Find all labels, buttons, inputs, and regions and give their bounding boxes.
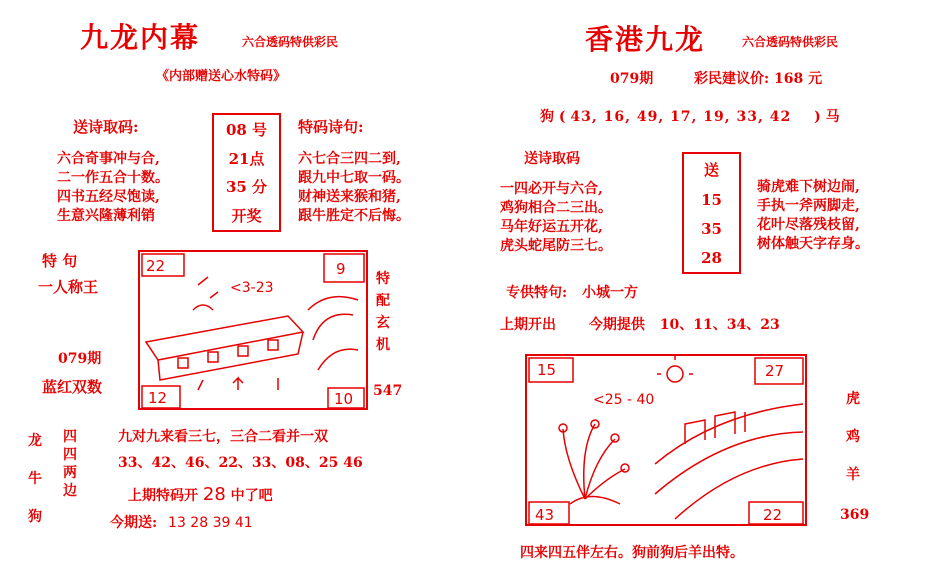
- left-zodiac-char: 狗: [28, 509, 42, 525]
- left-side-label-char: 玄: [376, 315, 390, 331]
- right-side-label: [846, 380, 860, 494]
- left-four-char: 两: [63, 465, 77, 481]
- right-last-label: 上期开出: [500, 317, 556, 333]
- right-title: 香港九龙: [585, 23, 706, 56]
- right-dog-prefix: 狗 (: [540, 109, 566, 125]
- left-center-box-line: 08 号: [225, 120, 268, 139]
- right-picture-corner-br: 22: [763, 506, 783, 524]
- left-line2: 33、42、46、22、33、08、25 46: [118, 455, 363, 471]
- left-picture-corner-tl: 22: [146, 257, 166, 275]
- right-offer-line: [500, 318, 780, 332]
- right-picture-corner-tl: 15: [537, 361, 557, 379]
- right-poem: [500, 180, 612, 256]
- left-center-box-line: 35 分: [225, 178, 268, 197]
- left-poem-line: 四书五经尽饱读,: [57, 189, 160, 205]
- left-poem-line: 六合奇事冲与合,: [57, 151, 160, 167]
- right-side-label-char: 虎: [846, 391, 860, 407]
- right-picture-corner-bl: 43: [535, 506, 555, 524]
- right-center-box: [682, 152, 741, 274]
- right-center-box-line: 28: [701, 248, 722, 267]
- left-subtitle: 六合透码特供彩民: [242, 35, 339, 49]
- left-special-label: 特 句: [42, 252, 78, 270]
- right-side-number: 369: [840, 507, 870, 523]
- left-picture: [138, 250, 368, 410]
- left-side-label-char: 特: [376, 271, 390, 287]
- left-special-poem: [298, 150, 410, 226]
- right-poem-line: 虎头蛇尾防三七。: [500, 238, 612, 254]
- right-special-phrase-line: [506, 286, 638, 300]
- left-special-poem-line: 跟牛胜定不后悔。: [298, 208, 410, 224]
- left-zodiac-char: 龙: [28, 433, 42, 449]
- left-line3-prefix: 上期特码开: [128, 488, 198, 504]
- left-center-box: [212, 113, 281, 232]
- right-special-phrase: 小城一方: [582, 285, 639, 301]
- right-side-label-char: 鸡: [846, 429, 860, 445]
- left-picture-corner-bl: 12: [148, 389, 168, 407]
- right-poem2-line: 树体触天字存身。: [757, 236, 869, 252]
- right-poem2-line: 花叶尽落残枝留,: [757, 217, 860, 233]
- left-center-box-line: 开奖: [231, 207, 262, 226]
- left-poem-line: 生意兴隆薄利销: [57, 208, 155, 224]
- right-dog-line: [540, 110, 840, 124]
- left-side-label-char: 机: [376, 337, 390, 353]
- left-picture-range: <3-23: [230, 280, 274, 296]
- left-special-phrase: 一人称王: [38, 278, 99, 296]
- left-special-poem-line: 跟九中七取一码。: [298, 170, 410, 186]
- right-picture-range: <25 - 40: [593, 392, 655, 408]
- left-line3-suffix: 中了吧: [230, 488, 273, 504]
- right-poem2-line: 手执一斧两脚走,: [757, 198, 860, 214]
- right-bottom-line: 四来四五伴左右。狗前狗后羊出特。: [520, 545, 744, 561]
- left-picture-corner-br: 10: [334, 390, 354, 408]
- left-side-label-char: 配: [376, 293, 390, 309]
- right-center-box-line: 35: [701, 219, 722, 238]
- left-special-poem-line: 财神送来猴和猪,: [298, 189, 401, 205]
- left-four-column: [63, 428, 77, 500]
- right-poem2-line: 骑虎难下树边闹,: [757, 179, 860, 195]
- right-center-box-line: 15: [701, 191, 722, 210]
- right-offer-numbers: 10、11、34、23: [659, 317, 780, 333]
- left-poem-label: 送诗取码:: [73, 118, 139, 136]
- right-picture-flower-drawing: [559, 356, 803, 519]
- left-poem: [57, 150, 169, 226]
- right-price: 彩民建议价: 168 元: [694, 71, 823, 87]
- left-line3-number: 28: [202, 484, 226, 505]
- right-poem-line: 鸡狗相合二三出。: [500, 200, 612, 216]
- left-side-label: [376, 268, 390, 356]
- left-period: 079期: [58, 351, 102, 367]
- left-special-poem-label: 特码诗句:: [298, 118, 364, 136]
- left-four-char: 四: [63, 429, 77, 445]
- right-poem2: [757, 178, 869, 254]
- left-line3: [128, 486, 273, 504]
- right-period: 079期: [610, 71, 654, 87]
- left-side-number: 547: [373, 383, 403, 399]
- right-poem-line: 一四必开与六合,: [500, 181, 603, 197]
- left-picture-corner-tr: 9: [336, 260, 346, 278]
- right-subtitle: 六合透码特供彩民: [742, 35, 839, 49]
- left-zodiac-char: 牛: [28, 471, 42, 487]
- right-picture-corner-tr: 27: [765, 362, 785, 380]
- left-line4: [110, 516, 253, 530]
- left-four-char: 边: [63, 483, 77, 499]
- right-dog-numbers: 43, 16, 49, 17, 19, 33, 42: [570, 109, 792, 125]
- right-special-phrase-label: 专供特句:: [506, 285, 568, 301]
- right-dog-suffix: ) 马: [814, 109, 840, 125]
- left-tagline: 《内部赠送心水特码》: [156, 69, 287, 84]
- right-poem-label: 送诗取码: [524, 151, 580, 167]
- left-color-hint: 蓝红双数: [42, 378, 103, 396]
- left-line4-label: 今期送:: [110, 515, 158, 531]
- right-offer-label: 今期提供: [588, 317, 645, 333]
- left-special-poem-line: 六七合三四二到,: [298, 151, 401, 167]
- left-four-char: 四: [63, 447, 77, 463]
- left-line1: 九对九来看三七，三合二看并一双: [118, 429, 328, 445]
- right-center-box-line: 送: [703, 161, 719, 180]
- left-center-box-line: 21点: [228, 149, 265, 168]
- right-poem-line: 马年好运五开花,: [500, 219, 603, 235]
- left-title: 九龙内幕: [80, 21, 201, 54]
- left-line4-numbers: 13 28 39 41: [168, 515, 253, 531]
- right-picture: [525, 354, 807, 526]
- left-zodiac-column: [28, 422, 42, 536]
- left-poem-line: 二一作五合十数。: [57, 170, 169, 186]
- right-side-label-char: 羊: [846, 467, 860, 483]
